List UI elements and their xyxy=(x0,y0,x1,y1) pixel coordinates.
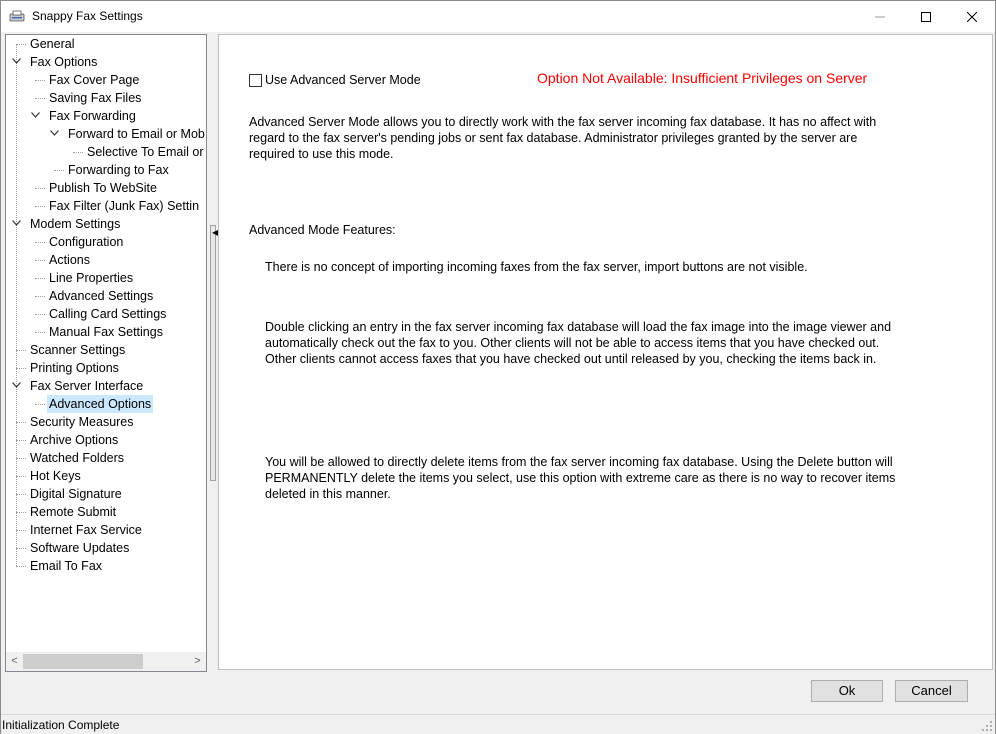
tree-item-fax-cover-page[interactable]: Fax Cover Page xyxy=(49,73,140,87)
minimize-icon xyxy=(875,12,885,22)
tree-connector xyxy=(35,206,45,207)
minimize-button[interactable] xyxy=(857,1,903,32)
feature-checkout: Double clicking an entry in the fax server incoming fax database will load the fax image into the image viewer and automatically check out the fax to you. Other clients will not be able to access items that you have checked out. Other clients cannot access faxes that you have checked out until released by you, checking the items back in. xyxy=(265,320,892,366)
tree-connector xyxy=(16,44,17,566)
status-text: Initialization Complete xyxy=(2,718,120,732)
tree-item-forward-to-email-or-mob[interactable]: Forward to Email or Mob xyxy=(68,127,205,141)
tree-connector xyxy=(16,476,26,477)
expand-chevron-icon[interactable] xyxy=(11,377,21,395)
tree-connector xyxy=(16,566,26,567)
feature-import: There is no concept of importing incoming faxes from the fax server, import buttons are not visible. xyxy=(265,260,808,274)
cancel-button[interactable]: Cancel xyxy=(895,680,968,702)
tree-connector xyxy=(16,368,26,369)
tree-item-scanner-settings[interactable]: Scanner Settings xyxy=(30,343,126,357)
tree-connector xyxy=(16,458,26,459)
tree-connector xyxy=(35,278,45,279)
tree-connector xyxy=(35,332,45,333)
tree-horizontal-scrollbar[interactable] xyxy=(6,652,206,671)
tree-connector xyxy=(16,548,26,549)
tree-item-fax-server-interface[interactable]: Fax Server Interface xyxy=(30,379,144,393)
tree-item-watched-folders[interactable]: Watched Folders xyxy=(30,451,125,465)
scroll-left-icon[interactable]: < xyxy=(11,655,18,667)
tree-connector xyxy=(16,44,26,45)
tree-connector xyxy=(73,152,83,153)
tree-item-fax-options[interactable]: Fax Options xyxy=(30,55,98,69)
tree-connector xyxy=(35,242,45,243)
tree-item-remote-submit[interactable]: Remote Submit xyxy=(30,505,117,519)
tree-connector xyxy=(35,260,45,261)
tree-item-advanced-settings[interactable]: Advanced Settings xyxy=(49,289,154,303)
tree-item-configuration[interactable]: Configuration xyxy=(49,235,124,249)
advanced-options-panel xyxy=(218,34,993,670)
privilege-warning: Option Not Available: Insufficient Privileges on Server xyxy=(537,70,868,86)
tree-item-hot-keys[interactable]: Hot Keys xyxy=(30,469,81,483)
resize-grip-icon[interactable] xyxy=(981,720,993,732)
collapse-left-icon[interactable]: ◀ xyxy=(212,228,219,237)
tree-connector xyxy=(35,314,45,315)
tree-connector xyxy=(16,530,26,531)
mode-description: Advanced Server Mode allows you to directly work with the fax server incoming fax database. It has no affect with regard to the fax server's pending jobs or sent fax database. Administrator privileges granted by the server are required to use this mode. xyxy=(249,115,877,161)
ok-button[interactable]: Ok xyxy=(811,680,883,702)
tree-connector xyxy=(16,494,26,495)
tree-connector xyxy=(16,422,26,423)
tree-connector xyxy=(35,98,45,99)
advanced-server-mode-label[interactable]: Use Advanced Server Mode xyxy=(265,73,421,87)
maximize-icon xyxy=(921,12,931,22)
splitter-grip[interactable] xyxy=(210,225,219,481)
tree-connector xyxy=(16,440,26,441)
tree-item-email-to-fax[interactable]: Email To Fax xyxy=(30,559,103,573)
expand-chevron-icon[interactable] xyxy=(30,107,40,125)
tree-item-internet-fax-service[interactable]: Internet Fax Service xyxy=(30,523,142,537)
tree-item-software-updates[interactable]: Software Updates xyxy=(30,541,130,555)
tree-item-calling-card-settings[interactable]: Calling Card Settings xyxy=(49,307,167,321)
advanced-server-mode-checkbox[interactable] xyxy=(249,74,262,87)
expand-chevron-icon[interactable] xyxy=(49,125,59,143)
status-bar xyxy=(1,714,995,734)
scroll-right-icon[interactable]: > xyxy=(194,655,201,667)
expand-chevron-icon[interactable] xyxy=(11,53,21,71)
tree-item-selective-to-email-or[interactable]: Selective To Email or xyxy=(87,145,204,159)
panel-splitter[interactable] xyxy=(209,225,217,481)
tree-connector xyxy=(35,188,45,189)
tree-item-actions[interactable]: Actions xyxy=(49,253,90,267)
tree-item-advanced-options[interactable]: Advanced Options xyxy=(49,397,152,411)
tree-item-forwarding-to-fax[interactable]: Forwarding to Fax xyxy=(68,163,169,177)
tree-item-printing-options[interactable]: Printing Options xyxy=(30,361,119,375)
tree-item-fax-forwarding[interactable]: Fax Forwarding xyxy=(49,109,136,123)
tree-item-fax-filter-junk-fax-settin[interactable]: Fax Filter (Junk Fax) Settin xyxy=(49,199,200,213)
tree-item-security-measures[interactable]: Security Measures xyxy=(30,415,134,429)
advanced-server-mode-option[interactable] xyxy=(249,73,421,87)
close-icon xyxy=(967,12,977,22)
tree-item-line-properties[interactable]: Line Properties xyxy=(49,271,134,285)
window-title: Snappy Fax Settings xyxy=(32,9,143,23)
expand-chevron-icon[interactable] xyxy=(11,215,21,233)
tree-connector xyxy=(35,296,45,297)
scroll-thumb[interactable] xyxy=(23,654,143,669)
feature-delete: You will be allowed to directly delete items from the fax server incoming fax database. Using the Delete button will PERMANENTLY delete the items you select, use this option with extreme care as there is no way to recover items deleted in this manner. xyxy=(265,455,896,501)
settings-tree[interactable] xyxy=(5,34,207,672)
close-button[interactable] xyxy=(949,1,995,32)
tree-connector xyxy=(16,512,26,513)
tree-connector xyxy=(16,350,26,351)
tree-connector xyxy=(54,170,64,171)
tree-item-publish-to-website[interactable]: Publish To WebSite xyxy=(49,181,157,195)
tree-connector xyxy=(35,404,45,405)
maximize-button[interactable] xyxy=(903,1,949,32)
features-heading: Advanced Mode Features: xyxy=(249,223,396,237)
title-bar[interactable] xyxy=(1,1,995,32)
tree-item-saving-fax-files[interactable]: Saving Fax Files xyxy=(49,91,142,105)
tree-item-modem-settings[interactable]: Modem Settings xyxy=(30,217,121,231)
tree-item-digital-signature[interactable]: Digital Signature xyxy=(30,487,122,501)
tree-item-manual-fax-settings[interactable]: Manual Fax Settings xyxy=(49,325,163,339)
tree-item-archive-options[interactable]: Archive Options xyxy=(30,433,119,447)
tree-item-general[interactable]: General xyxy=(30,37,75,51)
tree-connector xyxy=(35,80,45,81)
fax-machine-icon xyxy=(9,10,25,22)
